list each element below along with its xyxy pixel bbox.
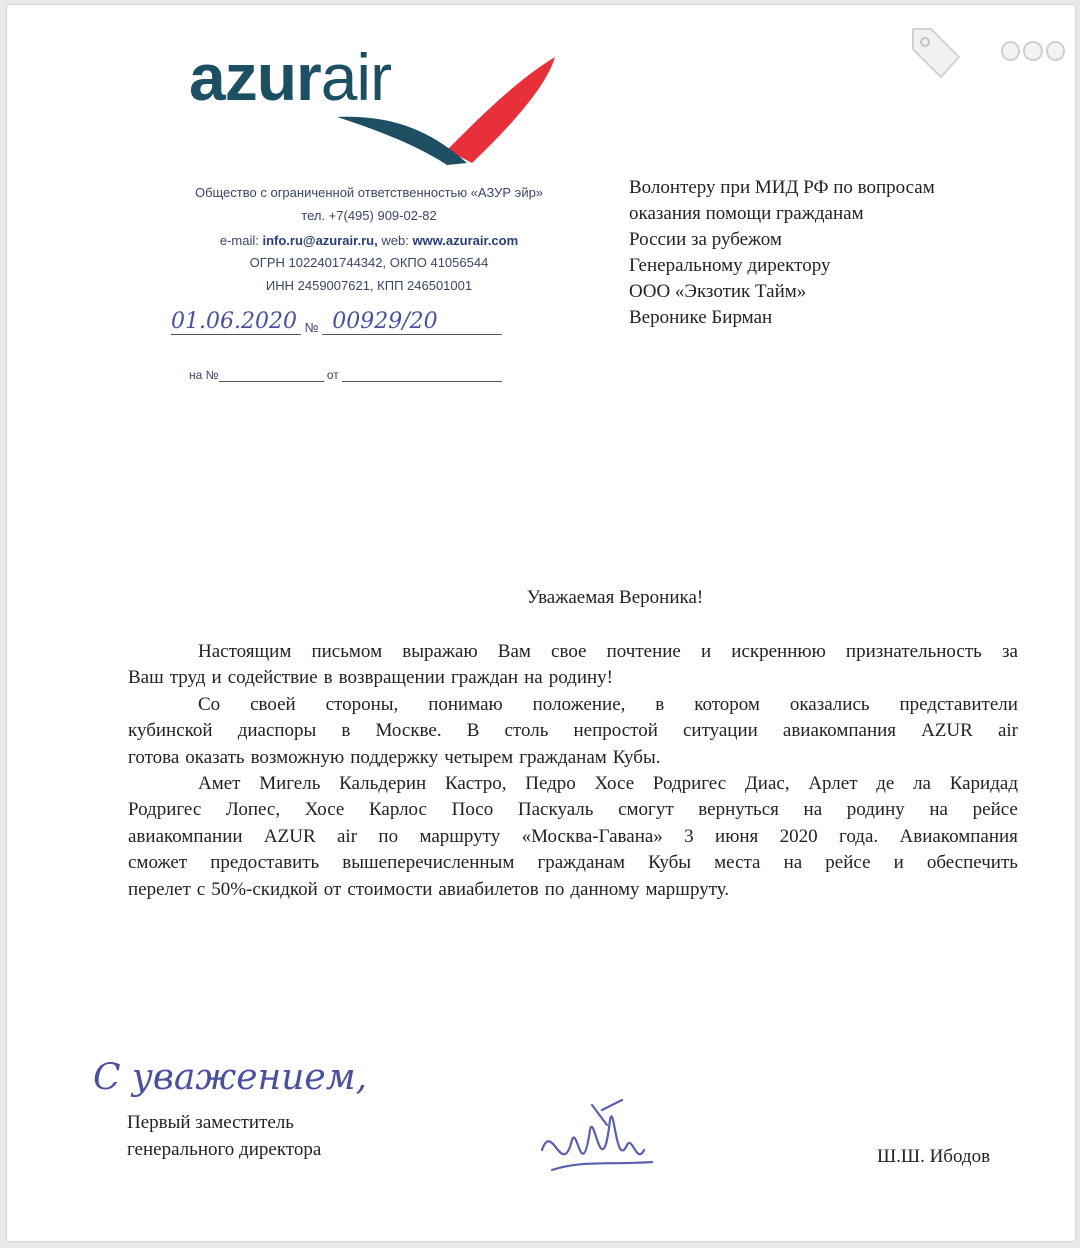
greeting: Уважаемая Вероника! [526, 587, 704, 608]
handwritten-closing: С уважением, [93, 1057, 368, 1098]
body-line: Родригес Лопес, Хосе Карлос Посо Паскуаль смогут вернуться на родину на рейсе [128, 799, 1018, 821]
company-inn: ИНН 2459007621, КПП 246501001 [265, 278, 473, 293]
logo-swoosh [297, 45, 567, 170]
letter-date: 01.06.2020 [171, 309, 301, 335]
reference-line: на № от [189, 367, 502, 382]
signature [532, 1090, 662, 1200]
body-line: готова оказать возможную поддержку четырем гражданам Кубы. [128, 746, 661, 768]
signer-position: Первый заместитель генерального директора [127, 1112, 322, 1160]
company-ogrn: ОГРН 1022401744342, ОКПО 41056544 [249, 255, 489, 270]
letter-number: 00929/20 [322, 309, 502, 335]
body-line: Ваш труд и содействие в возвращении граждан на родину! [128, 667, 613, 689]
letter-body [128, 639, 1018, 903]
web-link: www.azurair.com [412, 233, 519, 248]
azurair-logo: azurair [189, 40, 392, 114]
body-line: кубинской диаспоры в Москве. В столь непростой ситуации авиакомпания AZUR air [128, 720, 1018, 742]
signer-name: Ш.Ш. Ибодов [877, 1146, 991, 1167]
document-viewer [6, 4, 1076, 1242]
body-line: Со своей стороны, понимаю положение, в котором оказались представители [198, 693, 1018, 715]
body-line: сможет предоставить вышеперечисленным гражданам Кубы места на рейсе и обеспечить [128, 852, 1018, 874]
letter-date-number: 01.06.2020 № 00929/20 [171, 309, 502, 335]
body-line: Амет Мигель Кальдерин Кастро, Педро Хосе Родригес Диас, Арлет де ла Каридад [198, 773, 1018, 795]
body-line: Настоящим письмом выражаю Вам свое почтение и искреннюю признательность за [198, 641, 1018, 662]
body-line: авиакомпании AZUR air по маршруту «Москва-Гавана» 3 июня 2020 года. Авиакомпания [128, 825, 1018, 847]
company-name: Общество с ограниченной ответственностью «АЗУР эйр» [194, 185, 544, 200]
body-line: перелет с 50%-скидкой от стоимости авиабилетов по данному маршруту. [128, 878, 730, 900]
company-phone: тел. +7(495) 909-02-82 [301, 208, 437, 223]
addressee-block: Волонтеру при МИД РФ по вопросам оказания помощи гражданам России за рубежом Генеральному директору ООО «Экзотик Тайм» Веронике Бирман [629, 177, 935, 328]
email-link: info.ru@azurair.ru, [262, 233, 378, 248]
company-contacts: e-mail: info.ru@azurair.ru, web: www.azurair.com [219, 233, 519, 248]
more-options-icon[interactable] [1001, 41, 1065, 63]
tag-icon[interactable] [907, 25, 967, 85]
